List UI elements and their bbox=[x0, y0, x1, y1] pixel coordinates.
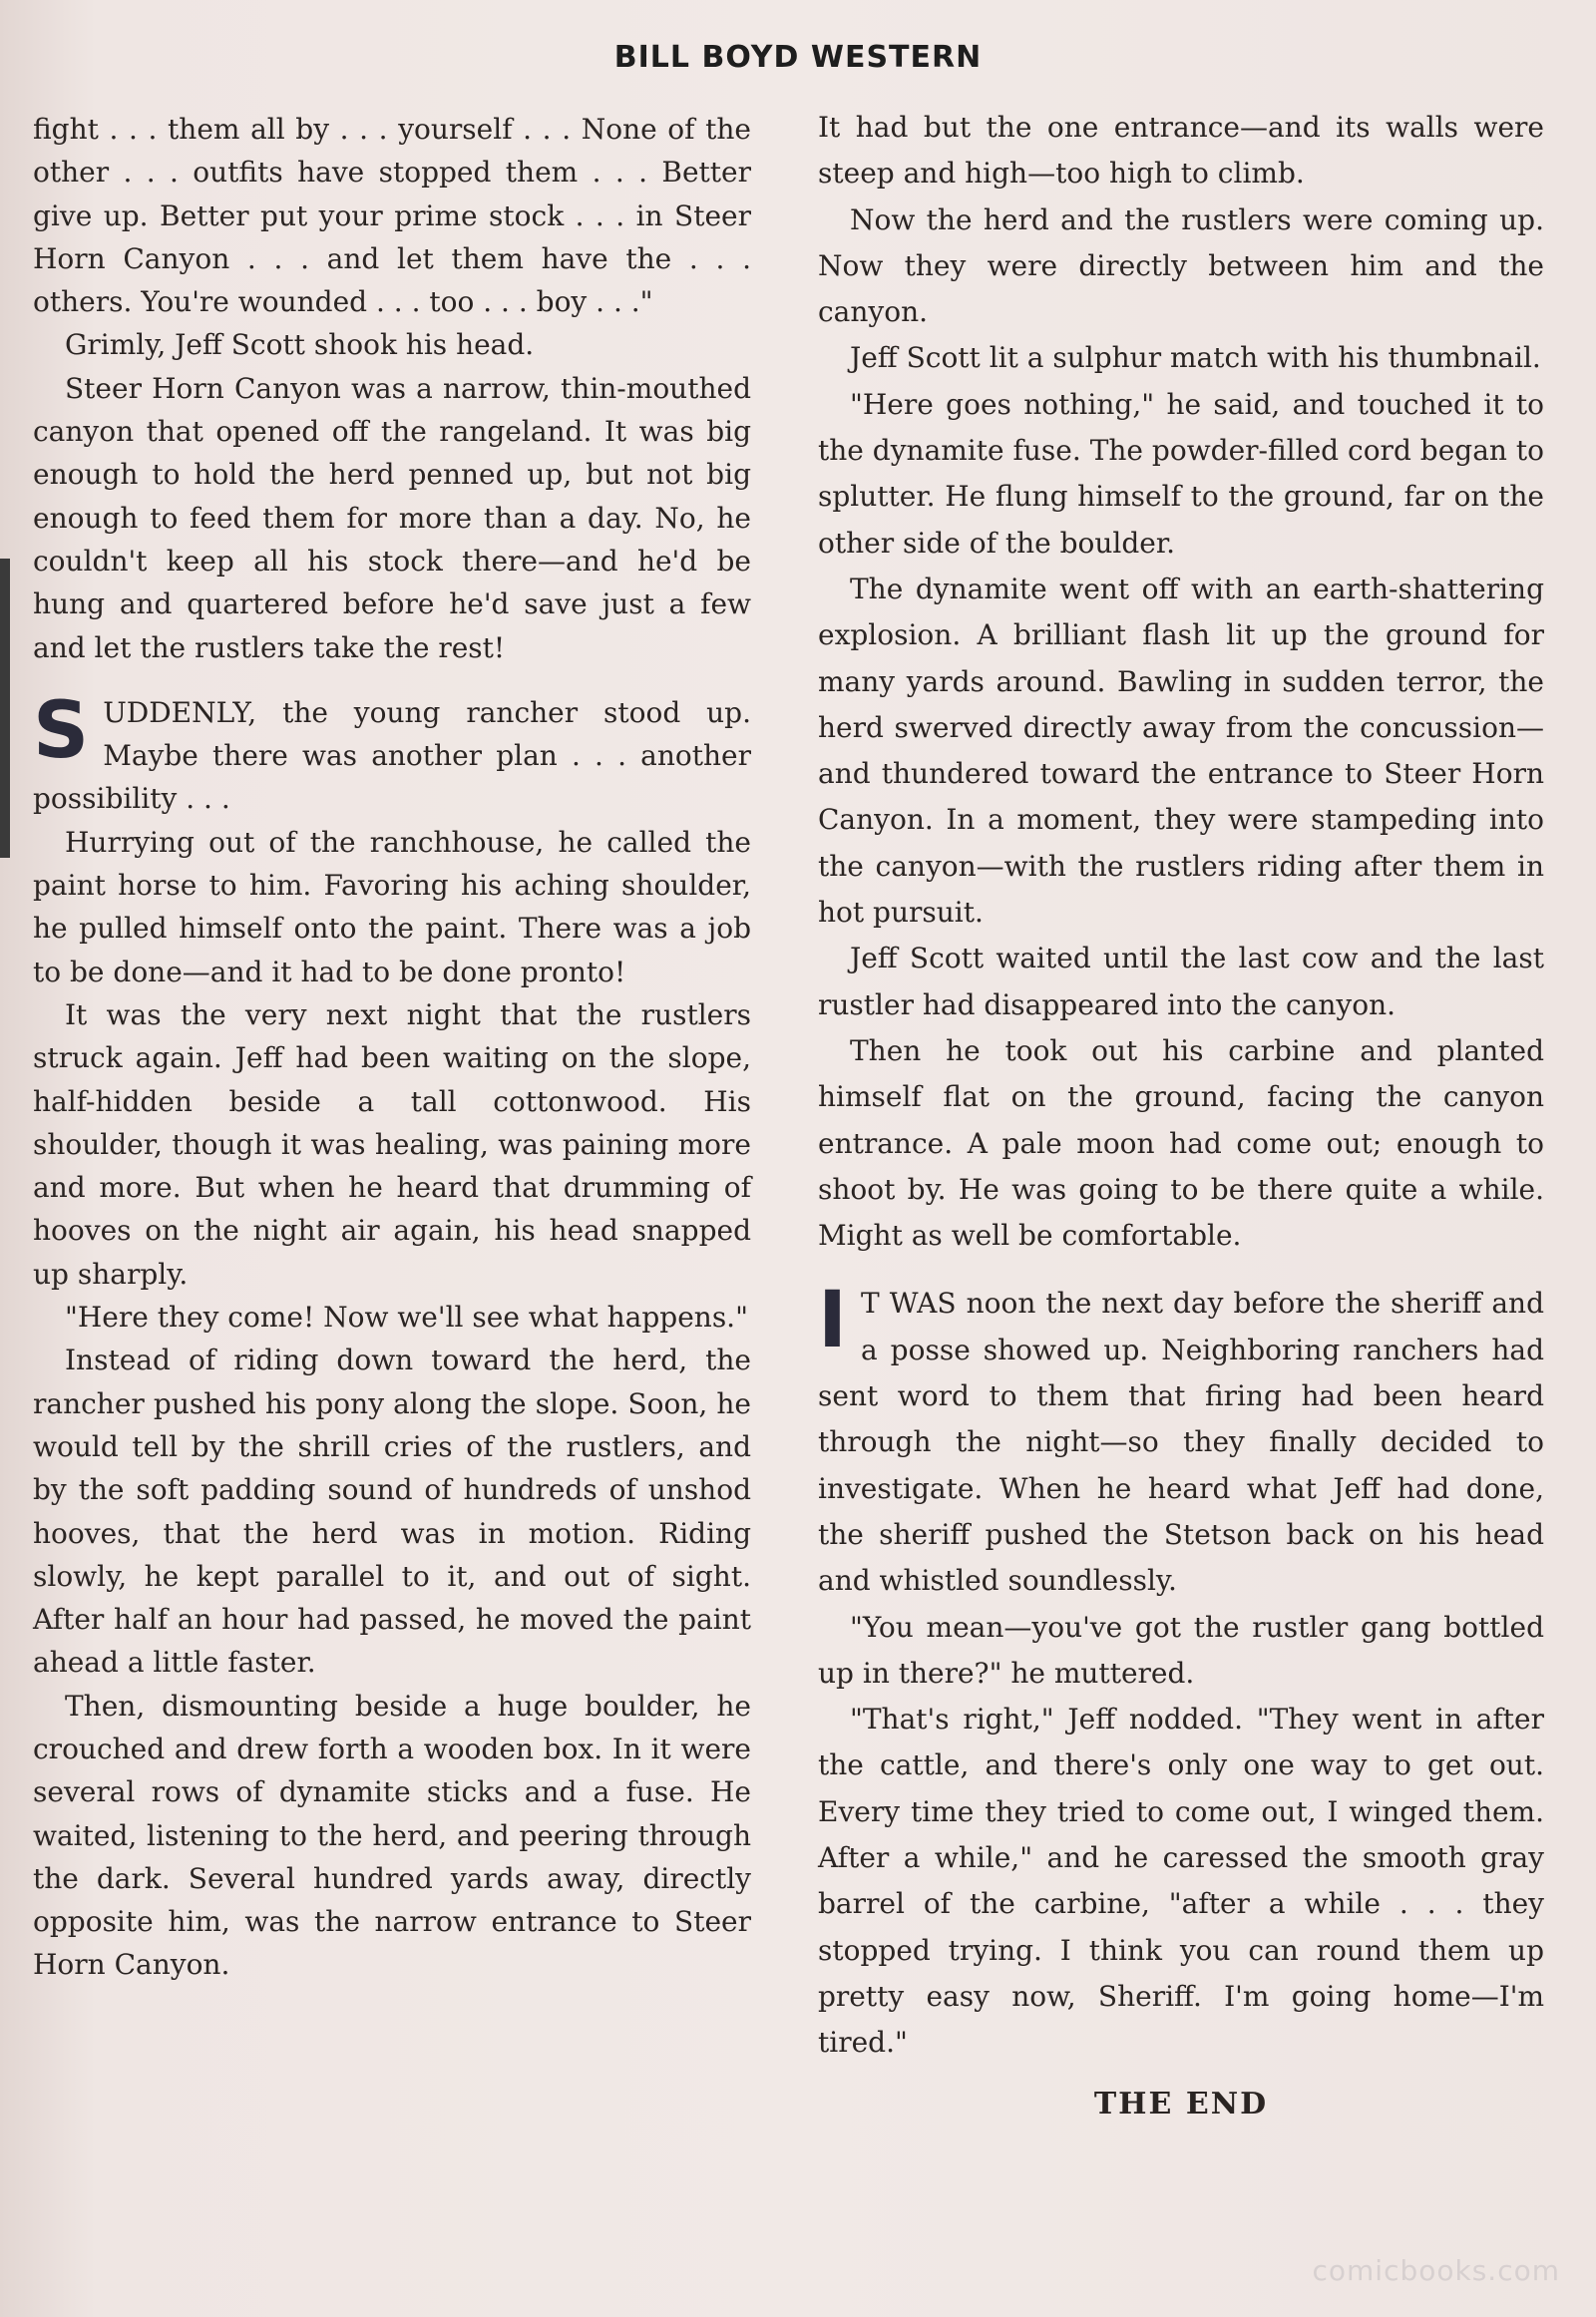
paragraph: Jeff Scott waited until the last cow and the last rustler had disappeared into the canyon. bbox=[818, 942, 1544, 1021]
paragraph: Instead of riding down toward the herd, the rancher pushed his pony along the slope. Soon, he would tell by the shrill cries of the rustlers, and by the soft padding sound of hundreds of unshod hooves, that the herd was in motion. Riding slowly, he kept parallel to it, and out of sight. After half an hour had passed, he moved the paint ahead a little faster. bbox=[33, 1344, 751, 1680]
paragraph: "You mean—you've got the rustler gang bottled up in there?" he muttered. bbox=[818, 1610, 1544, 1690]
paragraph: "Here they come! Now we'll see what happens." bbox=[65, 1301, 748, 1335]
section-paragraph bbox=[818, 1276, 1544, 1604]
the-end-label: THE END bbox=[1093, 2087, 1269, 2123]
paragraph: "That's right," Jeff nodded. "They went in after the cattle, and there's only one way to get out. Every time they tried to come out, I winged them. After a while," and he caressed the smooth gray barrel of the carbine, "after a while . . . they stopped trying. I think you can round them up pretty easy now, Sheriff. I'm going home—I'm tired." bbox=[818, 1703, 1544, 2060]
paragraph: fight . . . them all by . . . yourself . . . None of the other . . . outfits have stopped them . . . Better give up. Better put your prime stock . . . in Steer Horn Canyon . . . and let them have the . . . others. You're wounded . . . too . . . boy . . ." bbox=[33, 113, 751, 319]
watermark: comicbooks.com bbox=[1312, 2254, 1560, 2287]
paragraph: Now the herd and the rustlers were coming up. Now they were directly between him and the canyon. bbox=[818, 202, 1544, 329]
right-column bbox=[818, 105, 1544, 2128]
drop-cap: I bbox=[818, 1276, 848, 1366]
drop-cap: S bbox=[33, 685, 90, 776]
paragraph: Hurrying out of the ranchhouse, he called the paint horse to him. Favoring his aching shoulder, he pulled himself onto the paint. There was a job to be done—and it had to be done pronto! bbox=[33, 825, 751, 988]
paragraph: Steer Horn Canyon was a narrow, thin-mouthed canyon that opened off the rangeland. It was big enough to hold the herd penned up, but not big enough to feed them for more than a day. No, he couldn't keep all his stock there—and he'd be hung and quartered before he'd save just a few and let the rustlers take the rest! bbox=[33, 371, 751, 664]
paragraph-text: UDDENLY, the young rancher stood up. Maybe there was another plan . . . another possibility . . . bbox=[33, 695, 751, 816]
paragraph: It had but the one entrance—and its walls were steep and high—too high to climb. bbox=[818, 111, 1544, 191]
paragraph: "Here goes nothing," he said, and touched it to the dynamite fuse. The powder-filled cord began to splutter. He flung himself to the ground, far on the other side of the boulder. bbox=[818, 387, 1544, 560]
binding-edge bbox=[0, 559, 10, 858]
left-column bbox=[33, 108, 751, 1987]
paragraph: It was the very next night that the rustlers struck again. Jeff had been waiting on the slope, half-hidden beside a tall cottonwood. His shoulder, though it was healing, was paining more and more. But when he heard that drumming of hooves on the night air again, his head snapped up sharply. bbox=[33, 997, 751, 1291]
paragraph: Jeff Scott lit a sulphur match with his thumbnail. bbox=[850, 341, 1541, 375]
page-header: BILL BOYD WESTERN bbox=[613, 40, 983, 75]
paragraph: Grimly, Jeff Scott shook his head. bbox=[65, 328, 535, 362]
section-paragraph bbox=[33, 685, 751, 821]
paragraph: Then he took out his carbine and planted himself flat on the ground, facing the canyon entrance. A pale moon had come out; enough to shoot by. He was going to be there quite a while. Might as well be comfortable. bbox=[818, 1033, 1544, 1253]
paragraph: Then, dismounting beside a huge boulder, he crouched and drew forth a wooden box. In it were several rows of dynamite sticks and a fuse. He waited, listening to the herd, and peering through the dark. Several hundred yards away, directly opposite him, was the narrow entrance to Steer Horn Canyon. bbox=[33, 1689, 751, 1982]
paragraph-text: T WAS noon the next day before the sheriff and a posse showed up. Neighboring ranchers had sent word to them that firing had been heard through the night—so they finally decided to investigate. When he heard what Jeff had done, the sheriff pushed the Stetson back on his head and whistled soundlessly. bbox=[818, 1287, 1544, 1598]
paragraph: The dynamite went off with an earth-shattering explosion. A brilliant flash lit up the ground for many yards around. Bawling in sudden terror, the herd swerved directly away from the concussion—and thundered toward the entrance to Steer Horn Canyon. In a moment, they were stampeding into the canyon—with the rustlers riding after them in hot pursuit. bbox=[818, 572, 1544, 930]
